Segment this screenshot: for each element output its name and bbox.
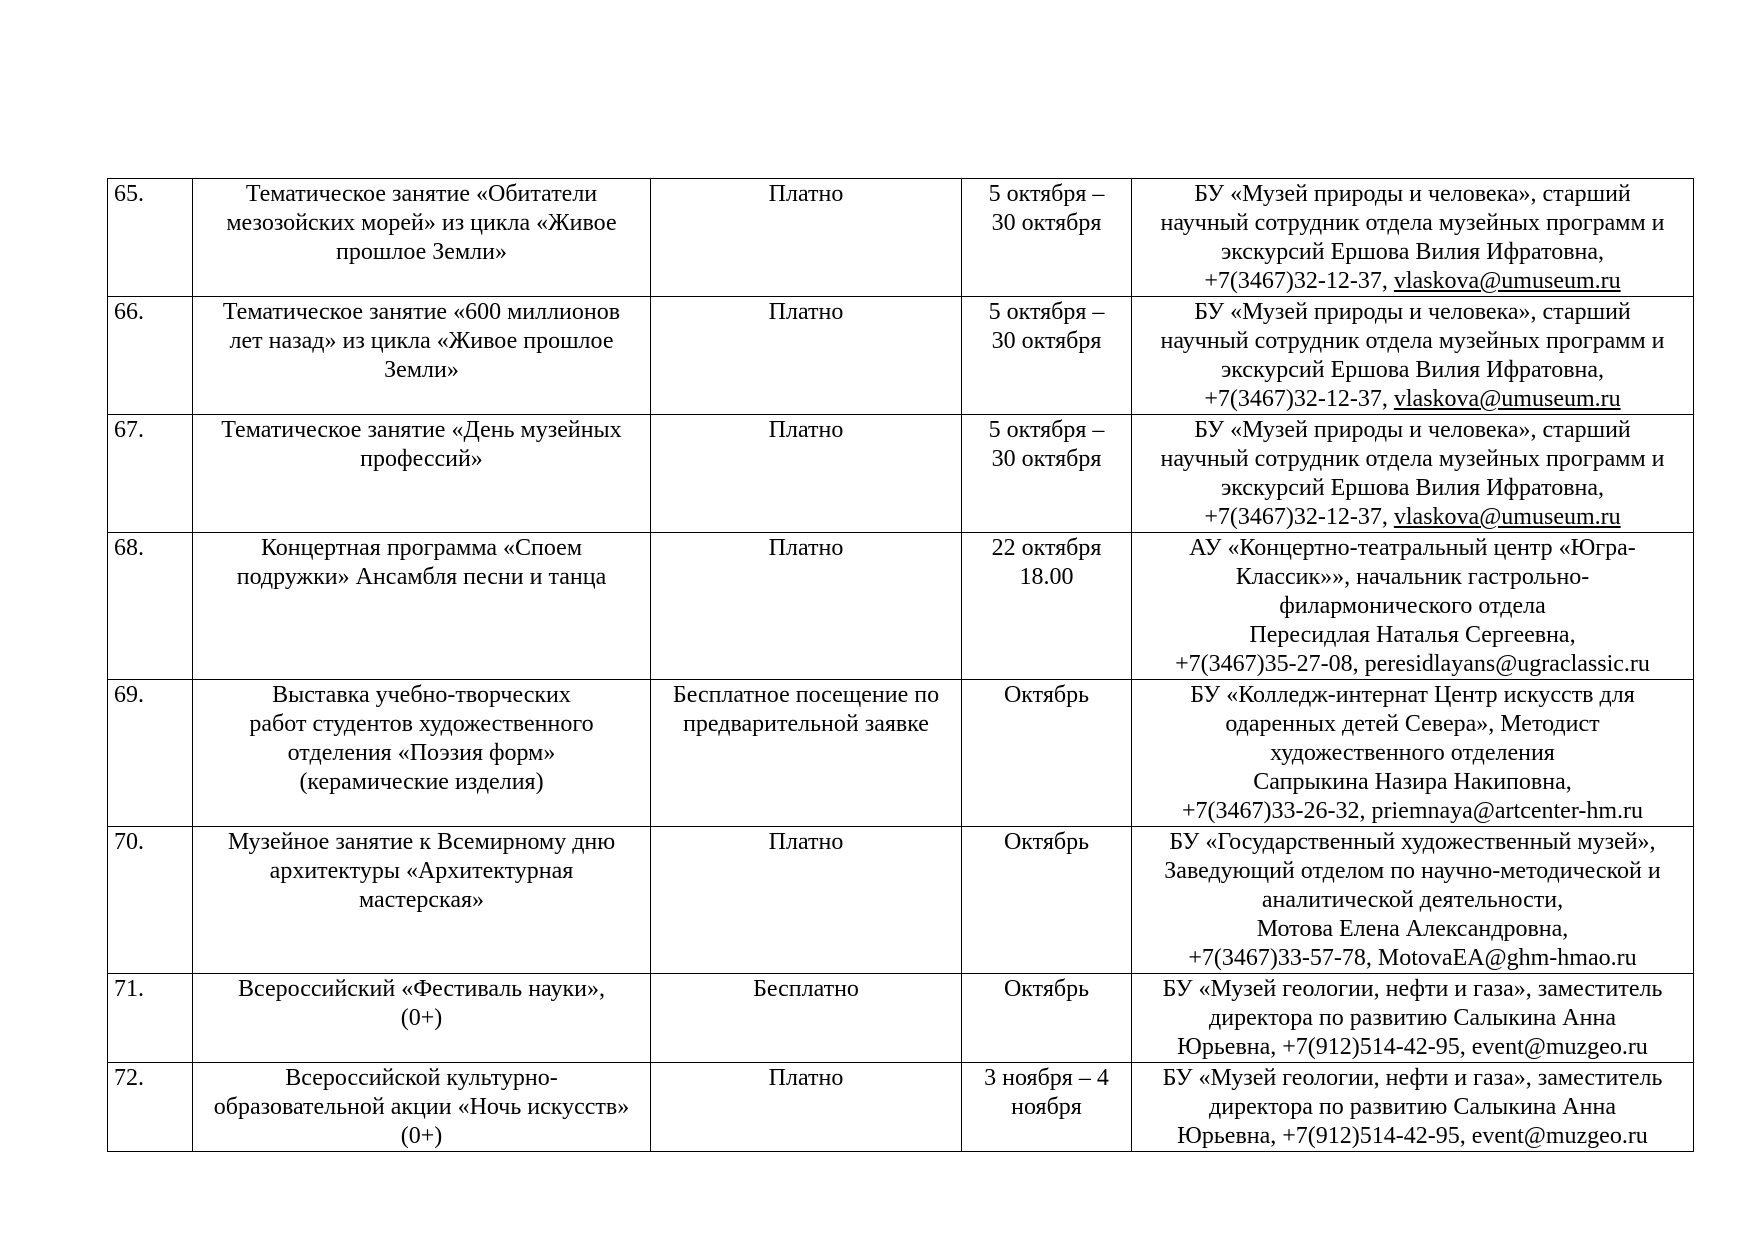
organizer-cell (1132, 179, 1694, 297)
payment-cell (651, 297, 962, 415)
organizer-line: Сапрыкина Назира Накиповна, (1253, 769, 1572, 795)
date-cell (962, 680, 1132, 827)
date-line: 30 октября (991, 210, 1102, 236)
organizer-cell (1132, 827, 1694, 974)
payment-cell (651, 680, 962, 827)
events-table (107, 178, 1694, 1152)
organizer-line: Юрьевна, +7(912)514-42-95, event@muzgeo.ru (1177, 1034, 1648, 1060)
event-name-line: Земли» (384, 357, 459, 383)
payment-line: предварительной заявке (683, 711, 929, 737)
event-name-line: прошлое Земли» (336, 239, 507, 265)
row-number-cell (108, 1063, 193, 1152)
organizer-line: научный сотрудник отдела музейных программ и (1160, 210, 1665, 236)
date-line: 18.00 (1019, 564, 1074, 590)
organizer-line: БУ «Музей природы и человека», старший (1194, 417, 1631, 443)
date-line: Октябрь (1003, 682, 1090, 708)
event-name-line: (0+) (400, 1005, 443, 1031)
row-number: 65. (114, 181, 144, 207)
event-name-line: Тематическое занятие «600 миллионов (222, 299, 621, 325)
organizer-cell (1132, 415, 1694, 533)
date-cell (962, 974, 1132, 1063)
table-row (108, 974, 1694, 1063)
event-name-line: Всероссийский «Фестиваль науки», (238, 976, 605, 1002)
organizer-cell (1132, 974, 1694, 1063)
phone-text: +7(3467)32-12-37, (1204, 386, 1394, 412)
table-row (108, 827, 1694, 974)
event-name-line: Музейное занятие к Всемирному дню (227, 829, 616, 855)
row-number-cell (108, 680, 193, 827)
organizer-line: научный сотрудник отдела музейных программ и (1160, 446, 1665, 472)
date-line: Октябрь (1003, 976, 1090, 1002)
event-name-line: (0+) (400, 1123, 443, 1149)
contact-line (1138, 267, 1687, 296)
date-cell (962, 297, 1132, 415)
organizer-line: +7(3467)33-57-78, MotovaEA@ghm-hmao.ru (1188, 945, 1637, 971)
organizer-line: аналитической деятельности, (1261, 887, 1564, 913)
table-row (108, 1063, 1694, 1152)
organizer-line: директора по развитию Салыкина Анна (1209, 1005, 1616, 1031)
date-cell (962, 179, 1132, 297)
organizer-line: БУ «Музей геологии, нефти и газа», заместитель (1162, 1065, 1663, 1091)
event-name-line: мастерская» (358, 887, 485, 913)
event-name-cell (193, 1063, 651, 1152)
organizer-line: БУ «Музей природы и человека», старший (1194, 299, 1631, 325)
event-name-line: Концертная программа «Споем (260, 535, 583, 561)
organizer-line: Юрьевна, +7(912)514-42-95, event@muzgeo.ru (1177, 1123, 1648, 1149)
event-name-line: Тематическое занятие «День музейных (221, 417, 622, 443)
row-number-cell (108, 179, 193, 297)
event-name-line: лет назад» из цикла «Живое прошлое (229, 328, 614, 354)
organizer-line: +7(3467)33-26-32, priemnaya@artcenter-hm.ru (1182, 798, 1643, 824)
row-number: 67. (114, 417, 144, 443)
event-name-cell (193, 179, 651, 297)
organizer-line: экскурсий Ершова Вилия Ифратовна, (1220, 239, 1605, 265)
payment-line: Платно (768, 181, 844, 207)
organizer-line: +7(3467)35-27-08, peresidlayans@ugraclassic.ru (1175, 651, 1650, 677)
event-name-line: Выставка учебно-творческих (272, 682, 571, 708)
date-line: 3 ноября – 4 (984, 1065, 1109, 1091)
email-link[interactable]: vlaskova@umuseum.ru (1393, 504, 1621, 530)
payment-line: Платно (768, 299, 844, 325)
payment-cell (651, 974, 962, 1063)
row-number: 70. (114, 829, 144, 855)
payment-line: Платно (768, 829, 844, 855)
organizer-line: научный сотрудник отдела музейных программ и (1160, 328, 1665, 354)
organizer-line: БУ «Музей геологии, нефти и газа», заместитель (1162, 976, 1663, 1002)
payment-cell (651, 533, 962, 680)
row-number-cell (108, 974, 193, 1063)
payment-line: Бесплатное посещение по (672, 682, 940, 708)
date-line: 5 октября – (988, 417, 1105, 443)
event-name-cell (193, 415, 651, 533)
table-row (108, 680, 1694, 827)
date-line: 30 октября (991, 446, 1102, 472)
organizer-line: АУ «Концертно-театральный центр «Югра- (1189, 535, 1636, 561)
date-line: Октябрь (1003, 829, 1090, 855)
event-name-cell (193, 974, 651, 1063)
phone-text: +7(3467)32-12-37, (1204, 504, 1394, 530)
event-name-line: Всероссийской культурно- (285, 1065, 558, 1091)
organizer-cell (1132, 680, 1694, 827)
event-name-line: Тематическое занятие «Обитатели (245, 181, 598, 207)
organizer-cell (1132, 297, 1694, 415)
date-cell (962, 533, 1132, 680)
organizer-line: филармонического отдела (1279, 593, 1546, 619)
event-name-line: образовательной акции «Ночь искусств» (213, 1094, 630, 1120)
email-link[interactable]: vlaskova@umuseum.ru (1393, 268, 1621, 294)
date-cell (962, 415, 1132, 533)
event-name-line: работ студентов художественного (249, 711, 594, 737)
table-row (108, 533, 1694, 680)
organizer-line: БУ «Музей природы и человека», старший (1194, 181, 1631, 207)
payment-cell (651, 179, 962, 297)
event-name-line: (керамические изделия) (299, 769, 544, 795)
event-name-line: мезозойских морей» из цикла «Живое (226, 210, 617, 236)
date-line: ноября (1011, 1094, 1082, 1120)
row-number: 69. (114, 682, 144, 708)
payment-cell (651, 1063, 962, 1152)
organizer-line: одаренных детей Севера», Методист (1225, 711, 1600, 737)
date-line: 5 октября – (988, 299, 1105, 325)
date-line: 30 октября (991, 328, 1102, 354)
organizer-line: БУ «Колледж-интернат Центр искусств для (1190, 682, 1635, 708)
row-number-cell (108, 533, 193, 680)
row-number: 71. (114, 976, 144, 1002)
row-number: 66. (114, 299, 144, 325)
organizer-cell (1132, 533, 1694, 680)
organizer-line: БУ «Государственный художественный музей», (1169, 829, 1656, 855)
event-name-line: отделения «Поэзия форм» (287, 740, 556, 766)
row-number-cell (108, 415, 193, 533)
organizer-line: директора по развитию Салыкина Анна (1209, 1094, 1616, 1120)
table-row (108, 297, 1694, 415)
date-cell (962, 827, 1132, 974)
event-name-cell (193, 533, 651, 680)
event-name-cell (193, 297, 651, 415)
payment-line: Платно (768, 535, 844, 561)
payment-line: Бесплатно (753, 976, 859, 1002)
event-name-line: подружки» Ансамбля песни и танца (236, 564, 607, 590)
contact-line (1138, 385, 1687, 414)
event-name-line: профессий» (360, 446, 483, 472)
payment-line: Платно (768, 417, 844, 443)
email-link[interactable]: vlaskova@umuseum.ru (1393, 386, 1621, 412)
table-row (108, 415, 1694, 533)
payment-cell (651, 415, 962, 533)
event-name-cell (193, 680, 651, 827)
row-number: 72. (114, 1065, 144, 1091)
organizer-line: Пересидлая Наталья Сергеевна, (1249, 622, 1576, 648)
organizer-line: Заведующий отделом по научно-методической и (1164, 858, 1661, 884)
row-number-cell (108, 827, 193, 974)
payment-cell (651, 827, 962, 974)
table-row (108, 179, 1694, 297)
organizer-cell (1132, 1063, 1694, 1152)
organizer-line: экскурсий Ершова Вилия Ифратовна, (1220, 357, 1605, 383)
payment-line: Платно (768, 1065, 844, 1091)
event-name-cell (193, 827, 651, 974)
organizer-line: Мотова Елена Александровна, (1256, 916, 1569, 942)
organizer-line: экскурсий Ершова Вилия Ифратовна, (1220, 475, 1605, 501)
date-line: 22 октября (991, 535, 1102, 561)
event-name-line: архитектуры «Архитектурная (269, 858, 574, 884)
organizer-line: художественного отделения (1270, 740, 1555, 766)
contact-line (1138, 503, 1687, 532)
date-line: 5 октября – (988, 181, 1105, 207)
row-number-cell (108, 297, 193, 415)
phone-text: +7(3467)32-12-37, (1204, 268, 1394, 294)
events-table-body (108, 179, 1694, 1152)
date-cell (962, 1063, 1132, 1152)
row-number: 68. (114, 535, 144, 561)
organizer-line: Классик»», начальник гастрольно- (1235, 564, 1590, 590)
